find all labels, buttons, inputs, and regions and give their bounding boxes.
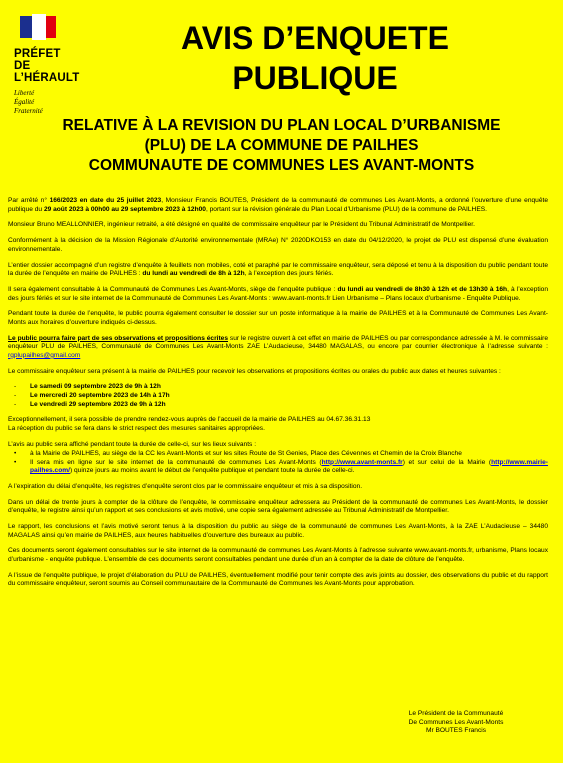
paragraph-mrae: Conformément à la décision de la Mission Régionale d’Autorité environnementale (MRAe) N° 2020DKO153 en date du 04/12/2020, le projet de PLU est dispensé d’une évaluation environnementale.: [8, 237, 548, 253]
notice-body: [8, 197, 548, 596]
avant-monts-link[interactable]: http://www.avant-monts.fr: [321, 458, 403, 466]
affichage-list: [8, 450, 548, 476]
paragraph-site-internet: Ces documents seront également consultables sur le site internet de la communauté de communes Les Avant-Monts à l’adresse suivante www.avant-monts.fr, urbanisme, Plans locaux d’urbanisme - enquête publique. L’ensemble de ces documents seront consultables pendant une durée d’un an à compter de la date de clôture de l’enquête.: [8, 547, 548, 564]
paragraph-observations: Le public pourra faire part de ses observations et propositions écrites sur le registre ouvert à cet effet en mairie de PAILHES ou par correspondance adressée à M. le commissaire enquêteur PLU de PAILHES, Communauté de Communes Les Avant-Monts ZAE L’Audacieuse, 34480 MAGALAS, ou encore par courrier électronique à l’adresse suivante : rgplupailhes@gmail.com: [8, 334, 548, 359]
paragraph-dossier-cc: Il sera également consultable à la Communauté de Communes Les Avant-Monts, siège de l’enquête publique : du lundi au vendredi de 8h30 à 12h et de 13h30 à 16h, à l’exception des jours fériés et sur le site internet de la Communauté de Communes Les Avant-Monts : www.avant-monts.fr Lien Urbanisme – Plans locaux d’urbanisme - Enquête Publique.: [8, 285, 548, 302]
paragraph-affichage-intro: L’avis au public sera affiché pendant toute la durée de celle-ci, sur les lieux suivants :: [8, 440, 257, 448]
paragraph-approbation: A l’issue de l’enquête publique, le projet d’élaboration du PLU de PAILHES, éventuellement modifié pour tenir compte des avis joints au dossier, des observations du public et du rapport du commissaire enquêteur, seront soumis au Conseil communautaire de la Communauté de Communes les Avant-Monts pour approbation.: [8, 571, 548, 588]
paragraph-dossier-mairie: L’entier dossier accompagné d’un registre d’enquête à feuillets non mobiles, coté et paraphé par le commissaire enquêteur, sera déposé et tenu à la disposition du public pendant toute la durée de l’enquête en mairie de PAILHES : du lundi au vendredi de 8h à 12h, à l’exception des jours fériés.: [8, 261, 548, 278]
paragraph-rapport: Dans un délai de trente jours à compter de la clôture de l’enquête, le commissaire enquêteur adressera au Président de la communauté de communes Les Avant-Monts, le dossier d’enquête, le registre ainsi qu’un rapport et ses conclusions et avis motivé, une copie sera également adressée au Tribunal Administratif de Montpellier.: [8, 498, 548, 515]
mairie-pailhes-link[interactable]: http://www.mairie-pailhes.com/: [30, 458, 548, 475]
prefet-label: PRÉFET DE L’HÉRAULT: [14, 48, 80, 84]
list-item: - Le samedi 09 septembre 2023 de 9h à 12h: [8, 383, 548, 392]
permanences-list: [8, 383, 548, 409]
marianne-flag-icon: [20, 14, 60, 42]
signature-block: Le Président de la Communauté De Communes Les Avant-Monts Mr BOUTES Francis: [408, 710, 504, 735]
paragraph-commissaire: Monsieur Bruno MEALLONNIER, ingénieur retraité, a été désigné en qualité de commissaire enquêteur par le Président du Tribunal Administratif de Montpellier.: [8, 221, 475, 229]
devise-republicaine: Liberté Égalité Fraternité: [14, 89, 43, 115]
prefet-herault-logo: [14, 14, 94, 116]
list-item: • à la Mairie de PAILHES, au siège de la CC les Avant-Monts et sur les sites Route de St Genies, Place des Cévennes et Chemin de la Croix Blanche: [8, 450, 548, 459]
paragraph-rendez-vous: Exceptionnellement, il sera possible de prendre rendez-vous auprès de l’accueil de la mairie de PAILHES au 04.67.36.31.13 La réception du public se fera dans le strict respect des mesures sanitaires appropriées.: [8, 416, 371, 432]
paragraph-arrete: Par arrêté n° 166/2023 en date du 25 juillet 2023, Monsieur Francis BOUTES, Président de la communauté de communes Les Avant-Monts, a ordonné l’ouverture d’une enquête publique du 29 août 2023 à 00h00 au 29 septembre 2023 à 12h00, portant sur la révision générale du Plan Local d’Urbanisme (PLU) de la commune de PAILHES.: [8, 197, 548, 213]
list-item: - Le mercredi 20 septembre 2023 de 14h à 17h: [8, 392, 548, 401]
list-item: - Le vendredi 29 septembre 2023 de 9h à 12h: [8, 401, 548, 410]
paragraph-disposition: Le rapport, les conclusions et l’avis motivé seront tenus à la disposition du public au siège de la communauté de communes Les Avant-Monts, à la ZAE L’Audacieuse – 34480 MAGALAS ainsi qu’en mairie de PAILHES, aux heures habituelles d’ouverture des bureaux au public.: [8, 523, 548, 539]
page-title: AVIS D’ENQUETE PUBLIQUE: [181, 20, 449, 96]
subtitle: RELATIVE À LA REVISION DU PLAN LOCAL D’URBANISME (PLU) DE LA COMMUNE DE PAILHES COMMUNAUTE DE COMMUNES LES AVANT-MONTS: [62, 117, 501, 174]
paragraph-permanences-intro: Le commissaire enquêteur sera présent à la mairie de PAILHES pour recevoir les observations et propositions écrites ou orales du public aux dates et heures suivantes :: [8, 367, 501, 375]
list-item: • Il sera mis en ligne sur le site internet de la communauté de communes Les Avant-Monts (http://www.avant-monts.fr) et sur celui de la Mairie (http://www.mairie-pailhes.com/) quinze jours au moins avant le début de l’enquête publique et pendant toute la durée de celle-ci.: [8, 459, 548, 476]
paragraph-expiration: A l’expiration du délai d’enquête, les registres d’enquête seront clos par le commissaire enquêteur et mis à sa disposition.: [8, 482, 363, 490]
paragraph-poste-informatique: Pendant toute la durée de l’enquête, le public pourra également consulter le dossier sur un poste informatique à la mairie de PAILHES et à la Communauté de Communes Les Avant-Monts aux horaires d’ouverture indiqués ci-dessus.: [8, 310, 548, 326]
email-link[interactable]: rgplupailhes@gmail.com: [8, 351, 81, 359]
